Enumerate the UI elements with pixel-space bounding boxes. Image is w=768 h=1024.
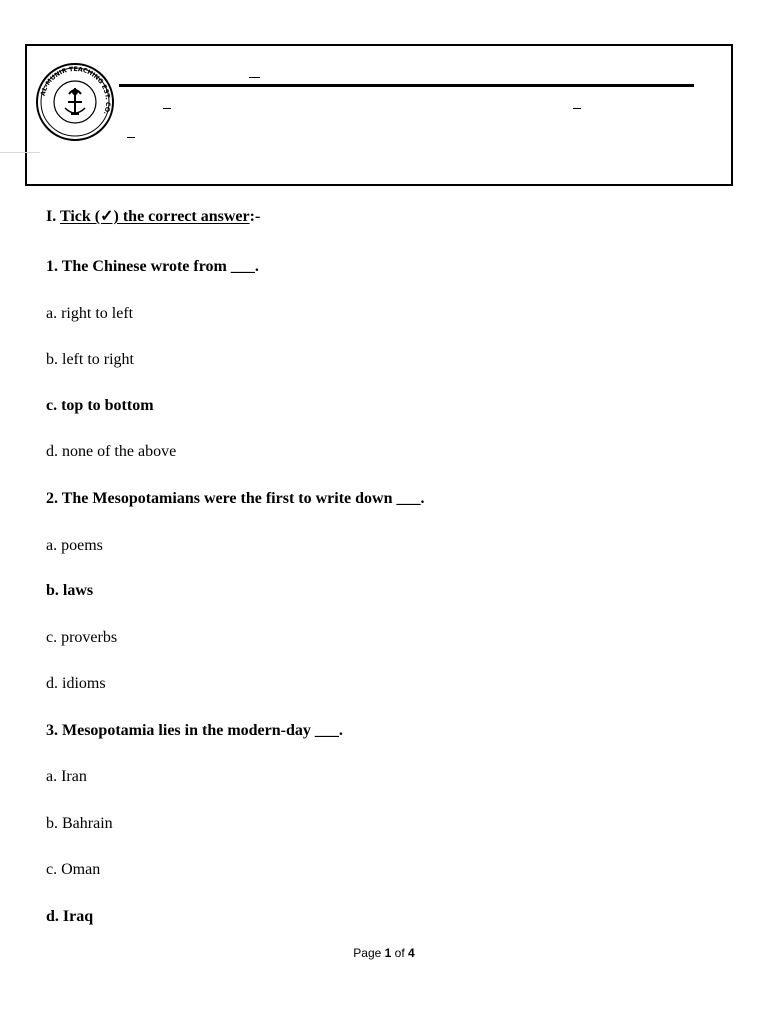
question-2-option-b[interactable]: b. laws	[46, 582, 94, 599]
section-numeral: I.	[46, 208, 57, 225]
footer-current-page: 1	[384, 946, 392, 960]
school-seal-logo	[35, 62, 115, 142]
page-footer	[0, 946, 768, 960]
section-title: Tick (✓) the correct answer	[59, 208, 250, 225]
question-1-option-c[interactable]: c. top to bottom	[46, 397, 154, 414]
header-dash-1	[249, 77, 260, 78]
header-dash-4	[127, 137, 135, 138]
question-2-stem: 2. The Mesopotamians were the first to write down ___.	[46, 490, 425, 507]
header-dash-2	[163, 108, 171, 109]
margin-mark	[0, 152, 40, 153]
section-heading	[46, 207, 260, 227]
question-3-option-d[interactable]: d. Iraq	[46, 908, 94, 925]
footer-total-pages: 4	[408, 946, 415, 960]
question-3-option-b[interactable]: b. Bahrain	[46, 815, 113, 832]
header-dash-3	[573, 108, 581, 109]
question-3-option-a[interactable]: a. Iran	[46, 768, 87, 785]
header-box	[25, 44, 733, 186]
question-3-stem: 3. Mesopotamia lies in the modern-day ___.	[46, 722, 343, 739]
question-2-option-c[interactable]: c. proverbs	[46, 629, 118, 646]
footer-page-word: Page	[353, 946, 382, 960]
question-2-option-a[interactable]: a. poems	[46, 537, 103, 554]
question-2-option-d[interactable]: d. idioms	[46, 675, 106, 692]
footer-of-word: of	[394, 946, 405, 960]
section-title-suffix: :-	[249, 208, 261, 225]
question-1-stem: 1. The Chinese wrote from ___.	[46, 258, 259, 275]
question-1-option-d[interactable]: d. none of the above	[46, 443, 177, 460]
header-rule	[119, 84, 694, 87]
question-1-option-a[interactable]: a. right to left	[46, 305, 134, 322]
seal-text: AL-MUNIR TEACHING EST. CO.	[39, 65, 112, 116]
question-1-option-b[interactable]: b. left to right	[46, 351, 134, 368]
question-3-option-c[interactable]: c. Oman	[46, 861, 101, 878]
